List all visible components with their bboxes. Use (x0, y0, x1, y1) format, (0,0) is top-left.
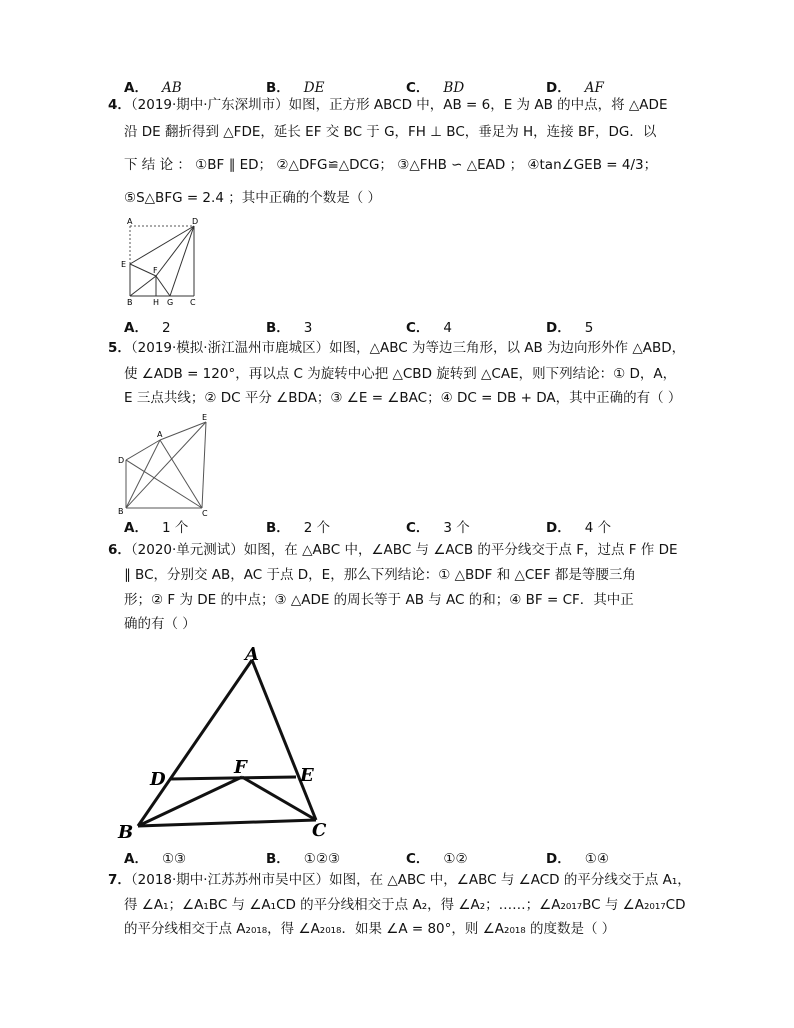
q6-option-a[interactable]: A． ①③ (124, 851, 187, 867)
q6-label-a: A (245, 644, 259, 665)
q4-figure-square (116, 216, 216, 308)
q6-figure-triangle (112, 640, 342, 845)
q4-label-a: A (127, 217, 133, 226)
q4-label-c: C (190, 298, 196, 307)
q5-figure-triangles (114, 410, 218, 520)
q3-options (124, 76, 724, 96)
q5-option-b[interactable]: B． 2 个 (266, 520, 331, 536)
q7-line-1: 7．（2018·期中·江苏苏州市吴中区）如图，在 △ABC 中，∠ABC 与 ∠ACD 的平分线交于点 A₁， (108, 872, 691, 888)
q4-options (124, 316, 724, 336)
q4-label-g: G (167, 298, 174, 307)
q5-option-c[interactable]: C． 3 个 (406, 520, 470, 536)
q4-label-e: E (121, 260, 127, 269)
q6-number: 6． (108, 542, 131, 558)
q7-line-2: 得 ∠A₁；∠A₁BC 与 ∠A₁CD 的平分线相交于点 A₂，得 ∠A₂；……；∠A₂₀₁₇BC 与 ∠A₂₀₁₇CD (124, 897, 686, 913)
q6-label-b: B (118, 822, 134, 843)
q6-option-d[interactable]: D． ①④ (546, 851, 609, 867)
q6-options (124, 847, 724, 867)
q3-option-b[interactable]: B． DE (266, 80, 325, 96)
q4-line-2: 沿 DE 翻折得到 △FDE，延长 EF 交 BC 于 G，FH ⊥ BC，垂足为 H，连接 BF，DG．以 (124, 124, 657, 140)
q4-line-1: 4．（2019·期中·广东深圳市）如图，正方形 ABCD 中，AB = 6，E 为 AB 的中点，将 △ADE (108, 97, 668, 113)
q4-label-f: F (153, 266, 158, 275)
q4-label-d: D (192, 217, 199, 226)
q5-label-b: B (118, 507, 124, 516)
q5-label-d: D (118, 456, 125, 465)
q5-options (124, 516, 724, 536)
q6-label-c: C (312, 820, 327, 841)
q5-line-3: E 三点共线；② DC 平分 ∠BDA；③ ∠E = ∠BAC；④ DC = DB + DA，其中正确的有（ ） (124, 390, 682, 406)
q4-label-h: H (153, 298, 160, 307)
q5-line-1: 5．（2019·模拟·浙江温州市鹿城区）如图，△ABC 为等边三角形，以 AB 为边向形外作 △ABD， (108, 340, 686, 356)
q7-line-3: 的平分线相交于点 A₂₀₁₈，得 ∠A₂₀₁₈．如果 ∠A = 80°，则 ∠A₂₀₁₈ 的度数是（ ） (124, 921, 616, 937)
q5-option-a[interactable]: A． 1 个 (124, 520, 189, 536)
q6-label-d: D (150, 769, 166, 790)
q6-label-e: E (300, 765, 314, 786)
q3-option-c[interactable]: C． BD (406, 80, 465, 96)
q4-option-c[interactable]: C． 4 (406, 320, 453, 336)
q6-label-f: F (234, 757, 247, 778)
q4-option-d[interactable]: D． 5 (546, 320, 594, 336)
q5-option-d[interactable]: D． 4 个 (546, 520, 612, 536)
q6-option-c[interactable]: C． ①② (406, 851, 468, 867)
q4-option-a[interactable]: A． 2 (124, 320, 171, 336)
q6-line-1: 6．（2020·单元测试）如图，在 △ABC 中，∠ABC 与 ∠ACB 的平分线交于点 F，过点 F 作 DE (108, 542, 678, 558)
q4-line-4: ⑤S△BFG = 2.4 ；其中正确的个数是（ ） (124, 190, 381, 206)
q3-option-a[interactable]: A． AB (124, 80, 182, 96)
q5-line-2: 使 ∠ADB = 120°，再以点 C 为旋转中心把 △CBD 旋转到 △CAE，则下列结论：① D，A， (124, 366, 677, 382)
q6-line-4: 确的有（ ） (124, 616, 196, 632)
q6-line-2: ∥ BC，分别交 AB，AC 于点 D，E，那么下列结论：① △BDF 和 △CEF 都是等腰三角 (124, 567, 636, 583)
q6-line-3: 形；② F 为 DE 的中点；③ △ADE 的周长等于 AB 与 AC 的和；④ BF = CF．其中正 (124, 592, 634, 608)
q5-number: 5． (108, 340, 131, 356)
q4-option-b[interactable]: B． 3 (266, 320, 313, 336)
q5-label-c: C (202, 509, 208, 518)
q4-number: 4． (108, 97, 131, 113)
q4-line-3: 下 结 论 ： ①BF ∥ ED； ②△DFG≌△DCG； ③△FHB ∽ △EAD ； ④tan∠GEB = 4/3； (124, 157, 658, 173)
q7-number: 7． (108, 872, 131, 888)
q3-option-d[interactable]: D． AF (546, 80, 604, 96)
q5-label-e: E (202, 413, 208, 422)
q6-option-b[interactable]: B． ①②③ (266, 851, 341, 867)
q4-label-b: B (127, 298, 133, 307)
q5-label-a: A (157, 430, 163, 439)
